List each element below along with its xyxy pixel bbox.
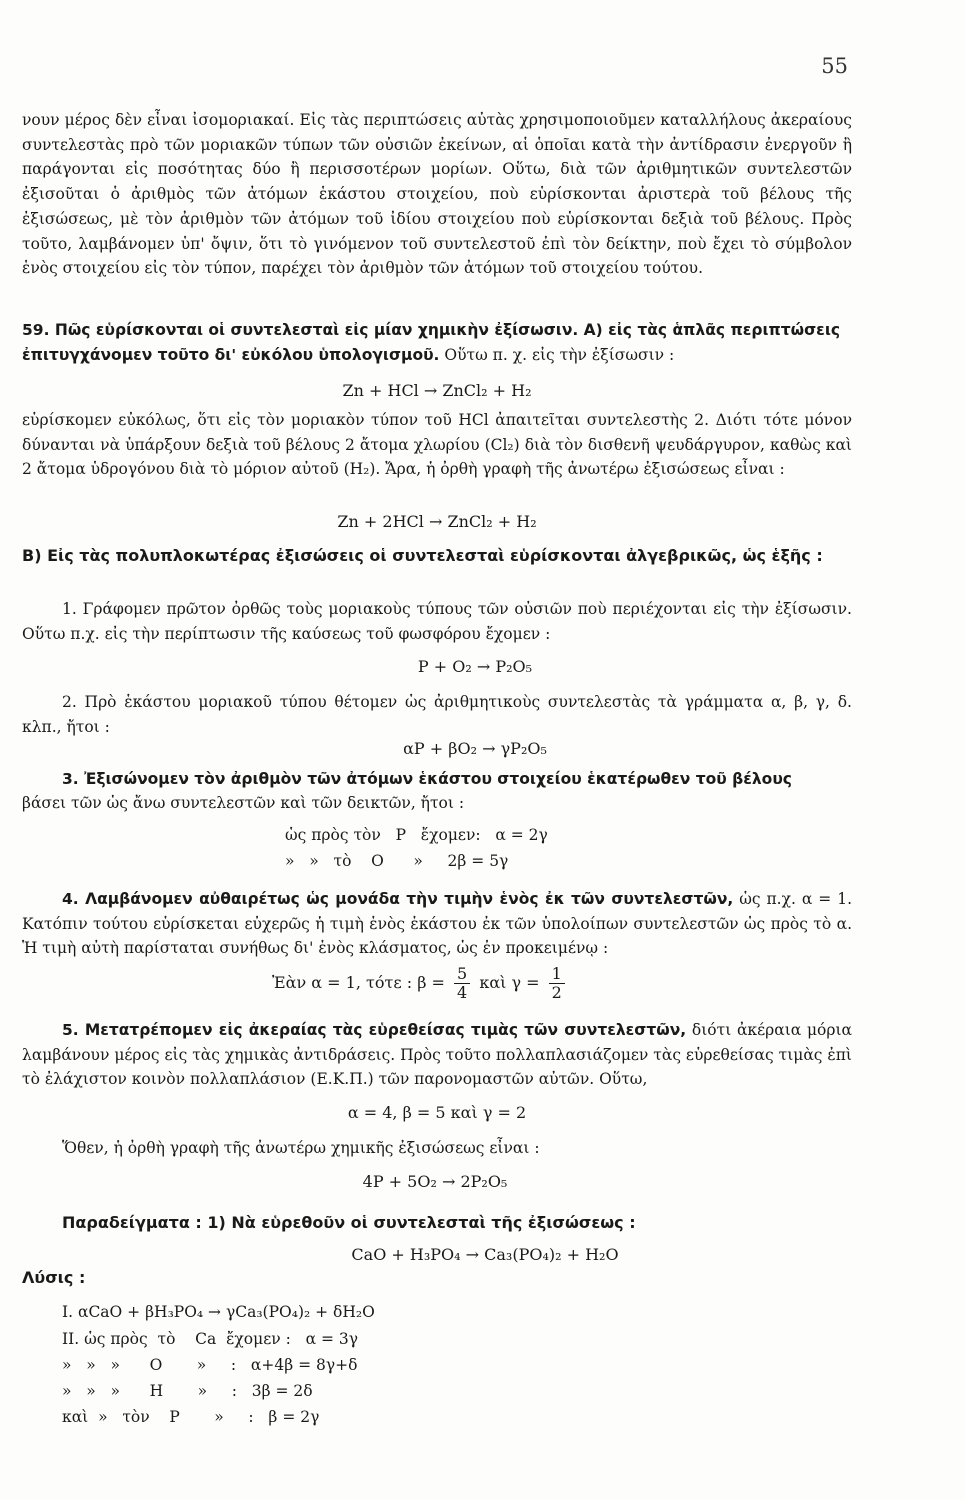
solution-row: » » » H » : 3β = 2δ (62, 1382, 313, 1400)
fraction-beta-denominator: 4 (457, 983, 468, 1002)
section-59-tail: Οὕτω π. χ. εἰς τὴν ἐξίσωσιν : (439, 346, 675, 364)
solution-row: ΙΙ. ὡς πρὸς τὸ Ca ἔχομεν : α = 3γ (62, 1330, 359, 1348)
page-number: 55 (821, 54, 848, 78)
fraction-beta (454, 965, 470, 1002)
solution-step-1: Ι. αCaO + βH₃PO₄ → γCa₃(PO₄)₂ + δH₂O (62, 1303, 375, 1321)
paragraph-2: εὑρίσκομεν εὐκόλως, ὅτι εἰς τὸν μοριακὸν τύπον τοῦ HCl ἀπαιτεῖται συντελεστὴς 2. Διότι τότε μόνον δύνανται νὰ ὑπάρξουν δεξιὰ τοῦ βέλους 2 ἄτομα χλωρίου (Cl₂) διὰ τὸν δισθενῆ ψευδάργυρον, καθὼς καὶ 2 ἄτομα ὑδρογόνου διὰ τὸ μόριον αὐτοῦ (H₂). Ἄρα, ἡ ὀρθὴ γραφὴ τῆς ἀνωτέρω ἐξισώσεως εἶναι : (22, 411, 852, 479)
step-5-tail: διότι ἀκέραια μόρια λαμβάνουν μέρος εἰς τὰς χημικὰς ἀντιδράσεις. Πρὸς τοῦτο πολλαπλασιάζομεν τὰς εὑρεθείσας τιμὰς ἐπὶ τὸ ἐλάχιστον κοινὸν πολλαπλάσιον (Ε.Κ.Π.) τῶν παρονομαστῶν αὐτῶν. Οὕτω, (22, 1021, 853, 1089)
step-3-heading: 3. Ἐξισώνομεν τὸν ἀριθμὸν τῶν ἀτόμων ἑκάστου στοιχείου ἑκατέρωθεν τοῦ βέλους (62, 770, 792, 788)
section-b-heading: Β) Εἰς τὰς πολυπλοκωτέρας ἐξισώσεις οἱ συντελεσταὶ εὑρίσκονται ἀλγεβρικῶς, ὡς ἑξῆς : (22, 546, 823, 565)
fraction-gamma (549, 965, 565, 1002)
equation-5: 4P + 5O₂ → 2P₂O₅ (362, 1172, 508, 1191)
step-3-tail: βάσει τῶν ὡς ἄνω συντελεστῶν καὶ τῶν δεικτῶν, ἤτοι : (22, 794, 465, 812)
section-59-heading: 59. Πῶς εὑρίσκονται οἱ συντελεσταὶ εἰς μίαν χημικὴν ἐξίσωσιν. Α) εἰς τὰς ἁπλᾶς περιπτώσεις ἐπιτυγχάνομεν τοῦτο δι' εὐκόλου ὑπολογισμοῦ. (22, 321, 841, 364)
step-4 (22, 887, 852, 961)
step-2: 2. Πρὸ ἑκάστου μοριακοῦ τύπου θέτομεν ὡς ἀριθμητικοὺς συντελεστὰς τὰ γράμματα α, β, γ, δ. κλπ., ἤτοι : (22, 693, 852, 736)
equation-4: αP + βO₂ → γP₂O₅ (403, 739, 547, 758)
system-equations (285, 826, 548, 878)
fraction-gamma-denominator: 2 (551, 983, 562, 1002)
section-59 (22, 318, 862, 368)
step-3 (22, 767, 862, 815)
examples-heading: Παραδείγματα : 1) Νὰ εὑρεθοῦν οἱ συντελεσταὶ τῆς ἐξισώσεως : (62, 1213, 636, 1232)
system-row: ὡς πρὸς τὸν P ἔχομεν: α = 2γ (285, 826, 548, 844)
system-row: » » τὸ O » 2β = 5γ (285, 852, 509, 870)
intro-paragraph: νουν μέρος δὲν εἶναι ἰσομοριακαί. Εἰς τὰς περιπτώσεις αὐτὰς χρησιμοποιοῦμεν καταλλήλους ἀκεραίους συντελεστὰς πρὸ τῶν μοριακῶν τύπων τῶν οὐσιῶν ἐκείνων, αἱ ὁποῖαι κατὰ τὴν ἀντίδρασιν ἐνεργοῦν ἢ παράγονται εἰς ποσότητας δύο ἢ περισσοτέρων μορίων. Οὕτω, διὰ τῶν ἀριθμητικῶν συντελεστῶν ἐξισοῦται ὁ ἀριθμὸς τῶν ἀτόμων ἑκάστου στοιχείου, ποὺ εὑρίσκονται ἀριστερὰ τοῦ βέλους τῆς ἐξισώσεως, μὲ τὸν ἀριθμὸν τῶν ἀτόμων τοῦ ἰδίου στοιχείου ποὺ εὑρίσκονται δεξιὰ τοῦ βέλους. Πρὸς τοῦτο, λαμβάνομεν ὑπ' ὄψιν, ὅτι τὸ γινόμενον τοῦ συντελεστοῦ ἐπὶ τὸν δείκτην, ποὺ ἔχει τὸ σύμβολον ἑνὸς στοιχείου εἰς τὸν τύπον, παρέχει τὸν ἀριθμὸν τῶν ἀτόμων τοῦ στοιχείου τούτου. (22, 111, 852, 278)
fraction-line (272, 965, 672, 1002)
solution-row: » » » O » : α+4β = 8γ+δ (62, 1356, 358, 1374)
coefficient-values: α = 4, β = 5 καὶ γ = 2 (347, 1103, 527, 1122)
equation-2: Zn + 2HCl → ZnCl₂ + H₂ (337, 512, 537, 531)
solution-row: καὶ » τὸν P » : β = 2γ (62, 1408, 320, 1426)
therefore-line: Ὅθεν, ἡ ὀρθὴ γραφὴ τῆς ἀνωτέρω χημικῆς ἐξισώσεως εἶναι : (62, 1139, 540, 1157)
step-5-heading: 5. Μετατρέπομεν εἰς ἀκεραίας τὰς εὑρεθείσας τιμὰς τῶν συντελεστῶν, (62, 1021, 687, 1039)
fraction-beta-numerator: 5 (454, 965, 470, 984)
fraction-middle: καὶ γ = (479, 973, 540, 992)
equation-1: Zn + HCl → ZnCl₂ + H₂ (342, 381, 532, 400)
solution-label: Λύσις : (22, 1268, 86, 1287)
step-5 (22, 1018, 852, 1092)
equation-6: CaO + H₃PO₄ → Ca₃(PO₄)₂ + H₂O (351, 1245, 619, 1264)
step-4-heading: 4. Λαμβάνομεν αὐθαιρέτως ὡς μονάδα τὴν τιμὴν ἑνὸς ἐκ τῶν συντελεστῶν, (62, 890, 734, 908)
solution-table (62, 1330, 358, 1434)
step-1: 1. Γράφομεν πρῶτον ὀρθῶς τοὺς μοριακοὺς τύπους τῶν οὐσιῶν ποὺ περιέχονται εἰς τὴν ἐξίσωσιν. Οὕτω π.χ. εἰς τὴν περίπτωσιν τῆς καύσεως τοῦ φωσφόρου ἔχομεν : (22, 600, 852, 643)
equation-3: P + O₂ → P₂O₅ (417, 657, 533, 676)
fraction-gamma-numerator: 1 (549, 965, 565, 984)
step-4-tail: ὡς π.χ. α = 1. Κατόπιν τούτου εὑρίσκεται εὐχερῶς ἡ τιμὴ ἑνὸς ἑκάστου ἐκ τῶν ὑπολοίπων συντελεστῶν ὡς πρὸς τὸ α. Ἡ τιμὴ αὐτὴ παρίσταται συνήθως δι' ἑνὸς κλάσματος, ὡς ἐν προκειμένῳ : (22, 890, 852, 958)
fraction-prefix: Ἐὰν α = 1, τότε : β = (272, 973, 445, 992)
